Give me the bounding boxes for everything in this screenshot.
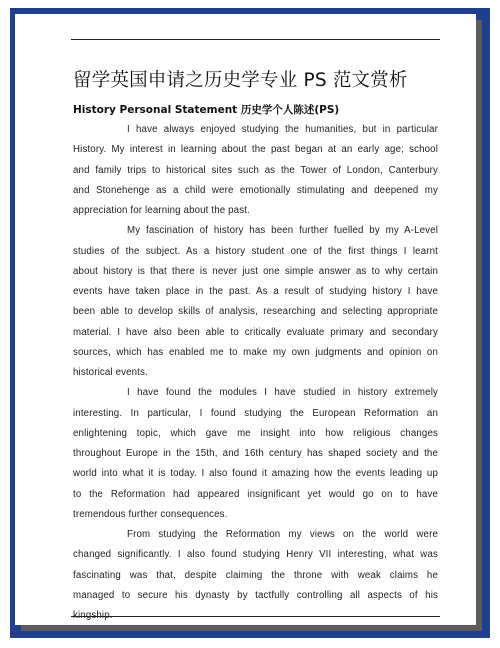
text-line: historical events. — [73, 367, 148, 378]
text-line: studies of the subject. As a history student one of the first things I learnt — [73, 245, 438, 257]
text-line: to the Reformation had appeared insignificant yet would go on to have — [73, 488, 438, 500]
text-line: interesting. In particular, I found studying the European Reformation an — [73, 407, 438, 419]
text-line: I have found the modules I have studied in history extremely — [127, 387, 438, 399]
text-line: managed to secure his dynasty by tactfully controlling all aspects of his — [73, 589, 438, 601]
section-subtitle: History Personal Statement 历史学个人陈述(PS) — [73, 104, 340, 116]
text-line: material. I have also been able to critically evaluate primary and secondary — [73, 326, 438, 338]
bottom-rule — [71, 616, 440, 617]
text-line: and family trips to historical sites such as the Tower of London, Canterbury — [73, 164, 438, 176]
text-line: sources, which has enabled me to make my own judgments and opinion on — [73, 346, 438, 358]
text-line: My fascination of history has been further fuelled by my A-Level — [127, 225, 438, 237]
text-line: fascinating was that, despite claiming the throne with weak claims he — [73, 569, 438, 581]
statement-body — [73, 120, 438, 625]
text-line: enlightening topic, which gave me insight into how religious changes — [73, 427, 438, 439]
text-line: From studying the Reformation my views on the world were — [127, 529, 438, 540]
text-line: been able to develop skills of analysis, researching and selecting appropriate — [73, 306, 438, 318]
text-line: changed significantly. I also found studying Henry VII interesting, what was — [73, 549, 438, 561]
top-rule — [71, 39, 440, 40]
page-title: 留学英国申请之历史学专业 PS 范文赏析 — [73, 70, 408, 91]
text-line: events have taken place in the past. As a result of studying history I have — [73, 286, 438, 297]
text-line: world into what it is today. I also found it amazing how the events leading up — [73, 468, 438, 480]
text-line: I have always enjoyed studying the humanities, but in particular — [127, 124, 438, 135]
text-line: and Stonehenge as a child were emotionally stimulating and deepened my — [73, 184, 438, 196]
document-page — [15, 14, 476, 625]
text-line: throughout Europe in the 15th, and 16th century has shaped society and the — [73, 448, 438, 459]
text-line: appreciation for learning about the past. — [73, 205, 250, 216]
text-line: tremendous further consequences. — [73, 508, 228, 520]
text-line: History. My interest in learning about the past began at an early age; school — [73, 144, 438, 156]
text-line: about history is that there is never just one simple answer as to why certain — [73, 265, 438, 277]
